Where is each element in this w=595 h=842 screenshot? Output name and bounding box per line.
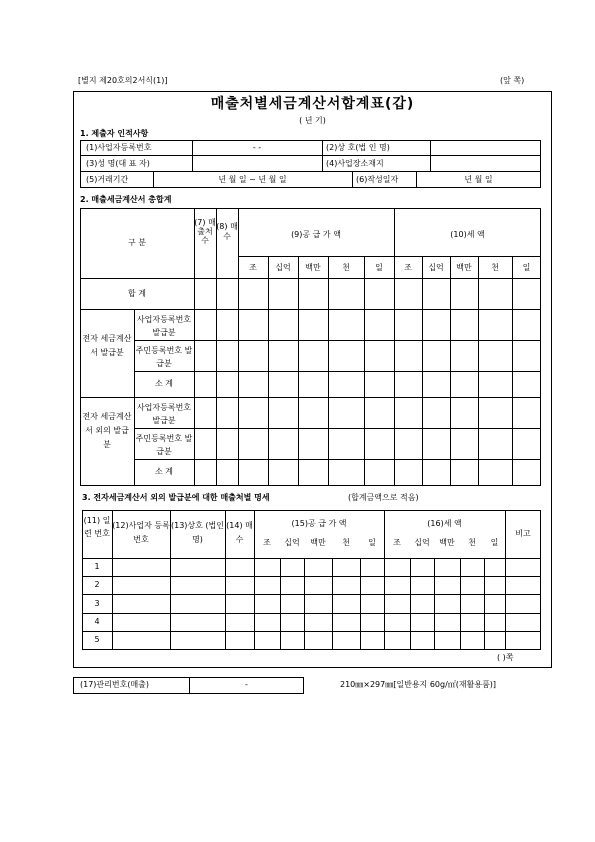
row-resident-issued: 주민등록번호 발급분: [135, 434, 193, 456]
company-label: (2)상 호(법 인 명): [326, 143, 390, 152]
section3-heading: 3. 전자세금계산서 외의 발급분에 대한 매출처별 명세: [82, 493, 270, 502]
unit-one: 일: [375, 263, 383, 272]
biz-no-header: (12)사업자 등록번호: [112, 521, 170, 544]
tax-header: (10)세 액: [450, 230, 485, 239]
unit-trillion: 조: [404, 263, 412, 272]
buyer-count-header: (7) 매출처수: [194, 218, 216, 245]
form-title: 매출처별세금계산서합계표(갑): [210, 96, 415, 112]
row-biz-issued: 사업자등록번호 발급분: [136, 315, 192, 337]
category-header: 구 분: [128, 238, 146, 247]
name-label: (3)성 명(대 표 자): [86, 159, 150, 168]
section1-heading: 1. 제출자 인적사항: [80, 129, 149, 138]
unit-one: 일: [368, 538, 376, 547]
section2-heading: 2. 매출세금계산서 총합계: [80, 195, 172, 204]
row-subtotal: 소 계: [155, 467, 173, 476]
remarks-header: 비고: [515, 529, 531, 538]
unit-thousand: 천: [491, 263, 499, 272]
serial-header: (11) 일련 번호: [83, 516, 111, 538]
sheets-header: (14) 매수: [226, 521, 253, 544]
unit-billion: 십억: [428, 263, 444, 272]
biz-no-value[interactable]: - -: [252, 143, 262, 152]
unit-thousand: 천: [468, 538, 476, 547]
serial-3: 3: [94, 599, 100, 608]
management-number-label: (17)관리번호(매출): [80, 680, 150, 689]
row-resident-issued: 주민등록번호 발급분: [135, 346, 193, 368]
unit-million: 백만: [305, 263, 321, 272]
serial-4: 4: [94, 617, 100, 626]
period-line: ( 년 기): [299, 116, 326, 125]
unit-billion: 십억: [275, 263, 291, 272]
trade-period-value[interactable]: 년 월 일 ~ 년 월 일: [218, 175, 287, 184]
unit-thousand: 천: [342, 263, 350, 272]
paper-spec: 210㎜×297㎜[일반용지 60g/㎡(재활용품)]: [340, 680, 497, 689]
write-date-value[interactable]: 년 월 일: [464, 175, 493, 184]
section3-note: (합계금액으로 적음): [348, 493, 419, 502]
unit-million: 백만: [310, 538, 326, 547]
sheet-count-header: (8) 매수: [216, 222, 238, 241]
unit-thousand: 천: [342, 538, 350, 547]
unit-one: 일: [522, 263, 531, 272]
biz-no-label: (1)사업자등록번호: [86, 143, 152, 152]
company-header: (13)상호 (법인명): [171, 521, 224, 544]
unit-million: 백만: [456, 263, 472, 272]
trade-period-label: (5)거래기간: [86, 175, 129, 184]
form-number: [별지 제20호의2서식(1)]: [78, 76, 168, 85]
serial-5: 5: [94, 635, 100, 644]
row-biz-issued: 사업자등록번호 발급분: [136, 403, 192, 425]
address-label: (4)사업장소재지: [326, 159, 384, 168]
unit-million: 백만: [439, 538, 455, 547]
serial-1: 1: [94, 562, 100, 571]
unit-one: 일: [490, 538, 499, 547]
unit-trillion: 조: [263, 538, 271, 547]
unit-billion: 십억: [284, 538, 300, 547]
management-number-value[interactable]: -: [245, 680, 248, 689]
page-side-label: (앞 쪽): [500, 76, 525, 85]
tax-header: (16)세 액: [427, 519, 462, 528]
unit-trillion: 조: [249, 263, 257, 272]
write-date-label: (6)작성일자: [356, 175, 399, 184]
page-count-mark: ( )쪽: [497, 653, 514, 662]
unit-billion: 십억: [414, 538, 430, 547]
supply-value-header: (15)공 급 가 액: [291, 519, 347, 528]
total-row-label: 합 계: [128, 289, 146, 298]
serial-2: 2: [94, 580, 100, 589]
group-electronic: 전자 세금계산서 발급분: [82, 334, 132, 357]
unit-trillion: 조: [393, 538, 401, 547]
supply-value-header: (9)공 급 가 액: [291, 230, 341, 239]
group-non-electronic: 전자 세금계산서 외의 발급분: [82, 412, 132, 449]
row-subtotal: 소 계: [155, 379, 173, 388]
